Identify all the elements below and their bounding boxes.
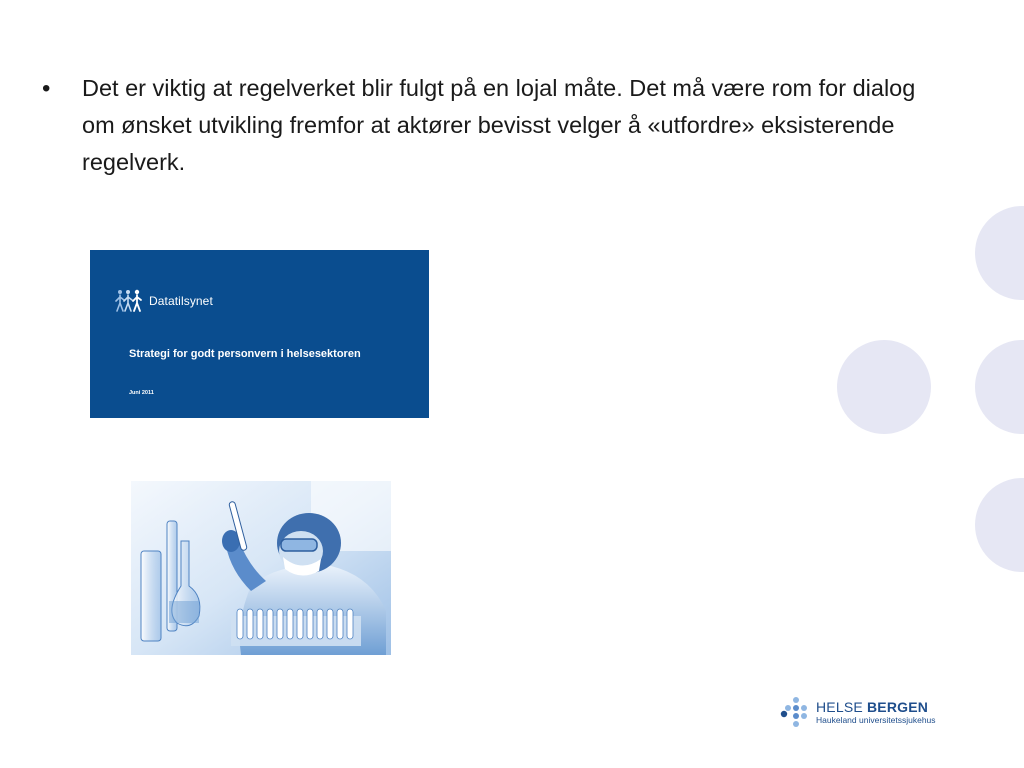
- helse-bergen-dots-icon: [780, 696, 812, 728]
- helse-bergen-logo: [780, 696, 936, 728]
- decorative-circle-middle-left: [837, 340, 931, 434]
- helse-bergen-name-bold: BERGEN: [867, 699, 929, 715]
- decorative-circle-bottom-right: [975, 478, 1024, 572]
- bullet-marker: •: [42, 75, 51, 102]
- helse-bergen-name: [816, 699, 936, 715]
- lab-researcher-photo: [131, 481, 391, 655]
- lab-photo-illustration: [131, 481, 391, 655]
- helse-bergen-subtitle: Haukeland universitetssjukehus: [816, 715, 936, 725]
- decorative-circle-middle-right: [975, 340, 1024, 434]
- bullet-item: [42, 70, 952, 181]
- helse-bergen-name-regular: HELSE: [816, 699, 867, 715]
- report-date: Juni 2011: [129, 390, 154, 396]
- report-cover-image: [90, 250, 429, 418]
- decorative-circle-top-right: [975, 206, 1024, 300]
- datatilsynet-logo: [115, 288, 213, 314]
- datatilsynet-figures-icon: [115, 288, 145, 314]
- report-title: Strategi for godt personvern i helsesektoren: [129, 348, 361, 360]
- bullet-text: Det er viktig at regelverket blir fulgt på en lojal måte. Det må være rom for dialog om ønsket utvikling fremfor at aktører bevisst velger å «utfordre» eksisterende regelverk.: [82, 75, 916, 175]
- datatilsynet-logo-text: Datatilsynet: [149, 294, 213, 308]
